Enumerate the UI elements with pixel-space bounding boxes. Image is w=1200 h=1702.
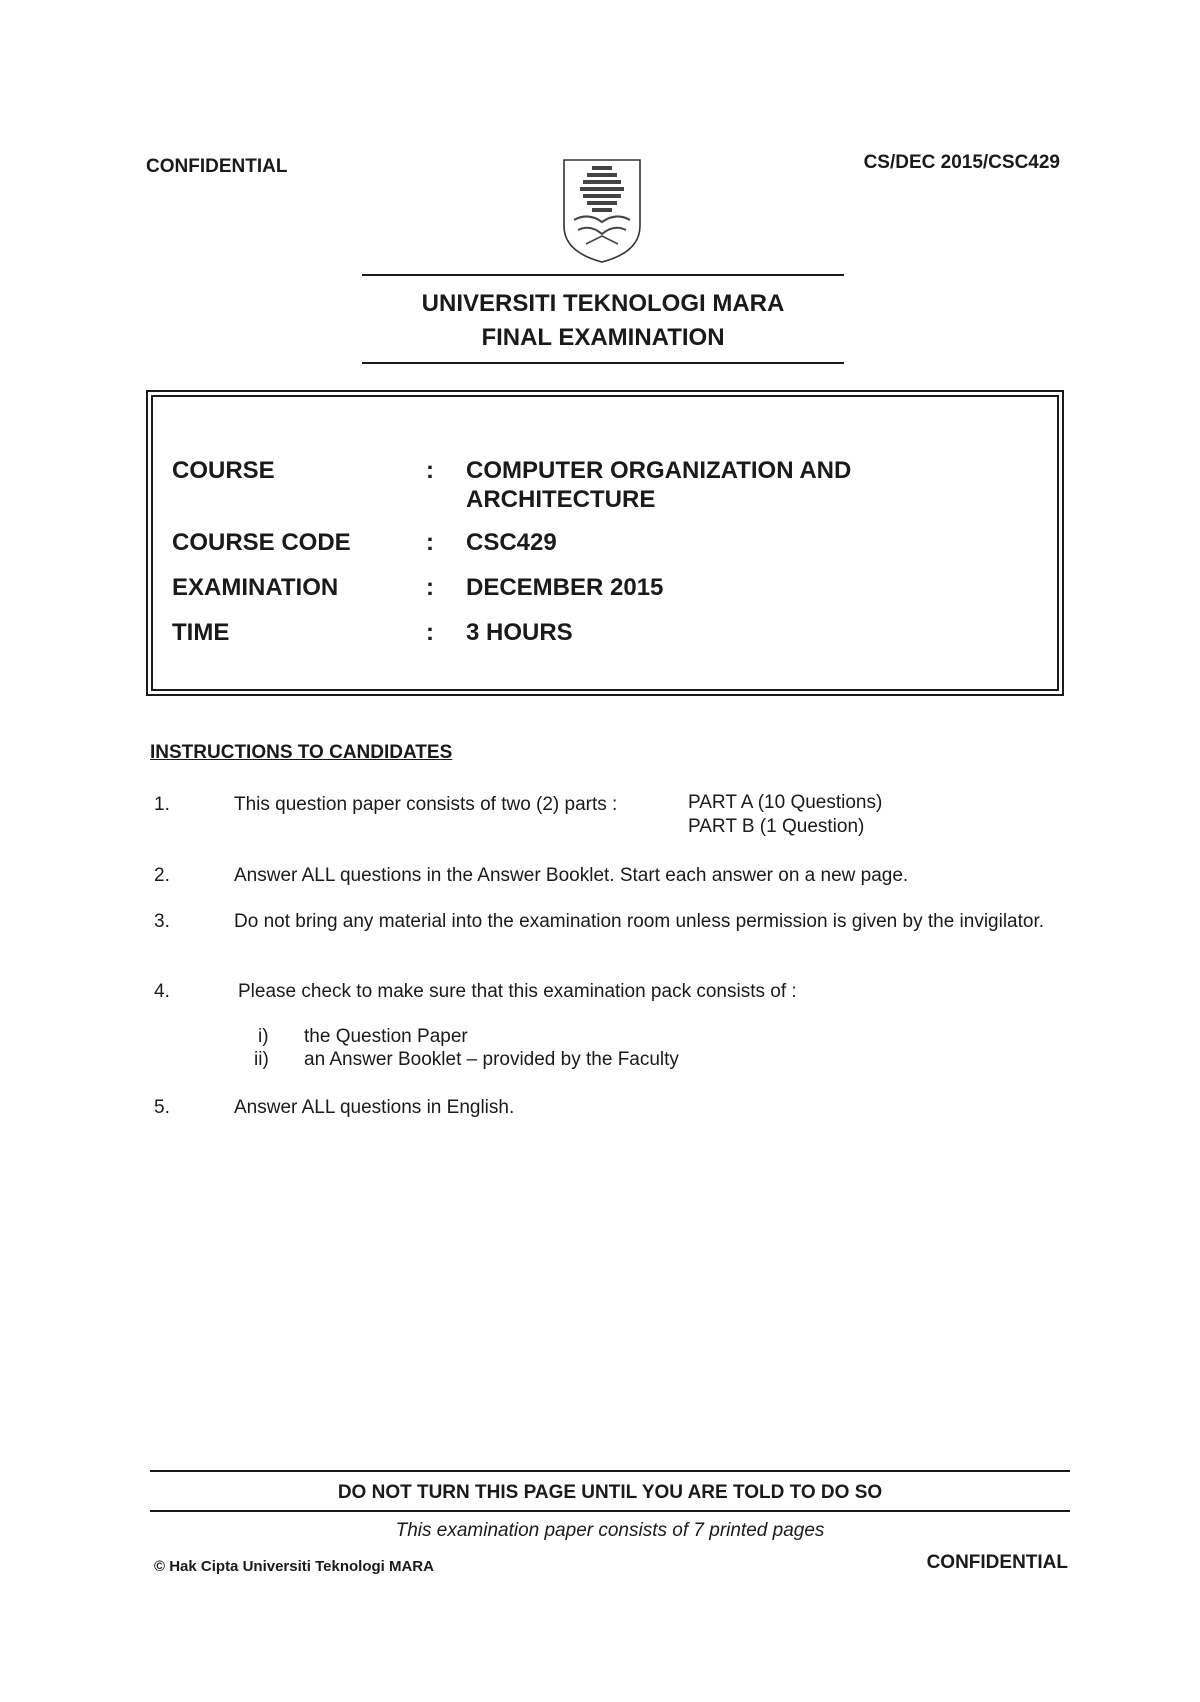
detail-value: COMPUTER ORGANIZATION AND ARCHITECTURE bbox=[466, 457, 852, 513]
instruction-text: Please check to make sure that this examination pack consists of : bbox=[238, 981, 797, 1002]
detail-value: 3 HOURS bbox=[466, 619, 573, 646]
title-block bbox=[362, 287, 844, 355]
footer-page-count: This examination paper consists of 7 printed pages bbox=[395, 1520, 825, 1541]
footer-top-rule bbox=[150, 1470, 1070, 1472]
subitem-text: an Answer Booklet – provided by the Faculty bbox=[304, 1049, 679, 1070]
instruction-number: 2. bbox=[154, 865, 170, 886]
title-top-rule bbox=[362, 274, 844, 276]
detail-label: EXAMINATION bbox=[172, 574, 339, 601]
detail-label: COURSE CODE bbox=[172, 529, 351, 556]
detail-value: CSC429 bbox=[466, 529, 557, 556]
instruction-number: 3. bbox=[154, 911, 170, 932]
instruction-text: Answer ALL questions in the Answer Booklet. Start each answer on a new page. bbox=[234, 865, 909, 886]
uitm-crest-icon bbox=[560, 156, 644, 266]
detail-label: COURSE bbox=[172, 457, 275, 484]
subitem-number: i) bbox=[258, 1026, 269, 1047]
detail-label: TIME bbox=[172, 619, 230, 646]
part-a: PART A (10 Questions) bbox=[688, 792, 883, 813]
instruction-number: 5. bbox=[154, 1097, 170, 1118]
footer-copyright: © Hak Cipta Universiti Teknologi MARA bbox=[154, 1558, 434, 1575]
detail-colon: : bbox=[426, 574, 434, 601]
part-b: PART B (1 Question) bbox=[688, 816, 865, 837]
subitem-text: the Question Paper bbox=[304, 1026, 468, 1047]
exam-type: FINAL EXAMINATION bbox=[481, 324, 725, 351]
instruction-text: Do not bring any material into the examination room unless permission is given by the invigilator. bbox=[234, 911, 1045, 932]
header-paper-code: CS/DEC 2015/CSC429 bbox=[863, 152, 1060, 173]
detail-colon: : bbox=[426, 529, 434, 556]
detail-colon: : bbox=[426, 619, 434, 646]
instruction-number: 4. bbox=[154, 981, 170, 1002]
footer-warning: DO NOT TURN THIS PAGE UNTIL YOU ARE TOLD TO DO SO bbox=[337, 1482, 883, 1503]
footer-bottom-rule bbox=[150, 1510, 1070, 1512]
footer-classification: CONFIDENTIAL bbox=[926, 1552, 1068, 1573]
title-bottom-rule bbox=[362, 362, 844, 364]
detail-value: DECEMBER 2015 bbox=[466, 574, 664, 601]
header-classification: CONFIDENTIAL bbox=[146, 156, 288, 177]
subitem-number: ii) bbox=[254, 1049, 269, 1070]
instructions-heading: INSTRUCTIONS TO CANDIDATES bbox=[150, 742, 453, 763]
instruction-text: Answer ALL questions in English. bbox=[234, 1097, 515, 1118]
instruction-text: This question paper consists of two (2) parts : bbox=[234, 794, 618, 815]
instruction-number: 1. bbox=[154, 794, 170, 815]
detail-colon: : bbox=[426, 457, 434, 484]
university-name: UNIVERSITI TEKNOLOGI MARA bbox=[421, 290, 785, 317]
